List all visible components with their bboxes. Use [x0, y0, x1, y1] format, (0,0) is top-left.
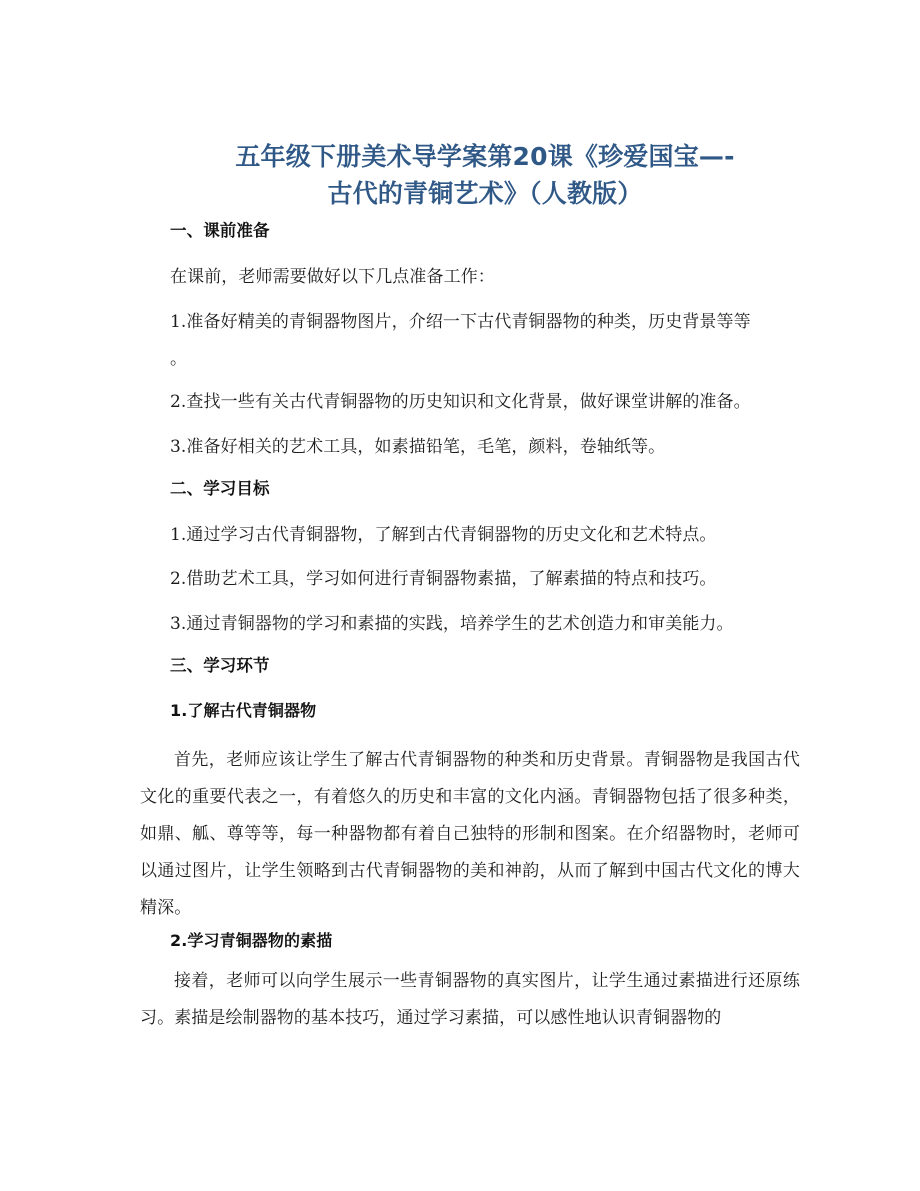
page-title	[170, 0, 800, 212]
subsection-body-sketching: 接着，老师可以向学生展示一些青铜器物的真实图片，让学生通过素描进行还原练习。素描是绘制器物的基本技巧，通过学习素描，可以感性地认识青铜器物的	[140, 971, 800, 1028]
preparation-item-3: 3.准备好相关的艺术工具，如素描铅笔，毛笔，颜料，卷轴纸等。	[170, 437, 666, 457]
section-heading-objectives: 二、学习目标	[170, 479, 270, 498]
subsection-body-understand-bronze: 首先，老师应该让学生了解古代青铜器物的种类和历史背景。青铜器物是我国古代文化的重要代表之一，有着悠久的历史和丰富的文化内涵。青铜器物包括了很多种类，如鼎、觚、尊等等，每一种器物都有着自己独特的形制和图案。在介绍器物时，老师可以通过图片，让学生领略到古代青铜器物的美和神韵，从而了解到中国古代文化的博大精深。	[140, 750, 800, 918]
preparation-item-1-overflow: 。	[170, 349, 188, 369]
document-content	[170, 0, 800, 212]
page-title-line-2: 古代的青铜艺术》（人教版）	[327, 179, 643, 208]
objective-item-2: 2.借助艺术工具，学习如何进行青铜器物素描，了解素描的特点和技巧。	[170, 569, 717, 589]
preparation-intro: 在课前，老师需要做好以下几点准备工作：	[170, 267, 495, 287]
page-title-line-1: 五年级下册美术导学案第20课《珍爱国宝—-	[235, 142, 735, 171]
objective-item-1: 1.通过学习古代青铜器物，了解到古代青铜器物的历史文化和艺术特点。	[170, 525, 717, 545]
subsection-heading-understand-bronze: 1.了解古代青铜器物	[170, 701, 317, 720]
section-heading-preparation: 一、课前准备	[170, 221, 270, 240]
objective-item-3: 3.通过青铜器物的学习和素描的实践，培养学生的艺术创造力和审美能力。	[170, 614, 734, 634]
section-heading-steps: 三、学习环节	[170, 656, 270, 675]
preparation-item-2: 2.查找一些有关古代青铜器物的历史知识和文化背景，做好课堂讲解的准备。	[170, 392, 751, 412]
preparation-item-1: 1.准备好精美的青铜器物图片，介绍一下古代青铜器物的种类，历史背景等等	[170, 312, 751, 332]
subsection-heading-sketching: 2.学习青铜器物的素描	[170, 931, 333, 950]
